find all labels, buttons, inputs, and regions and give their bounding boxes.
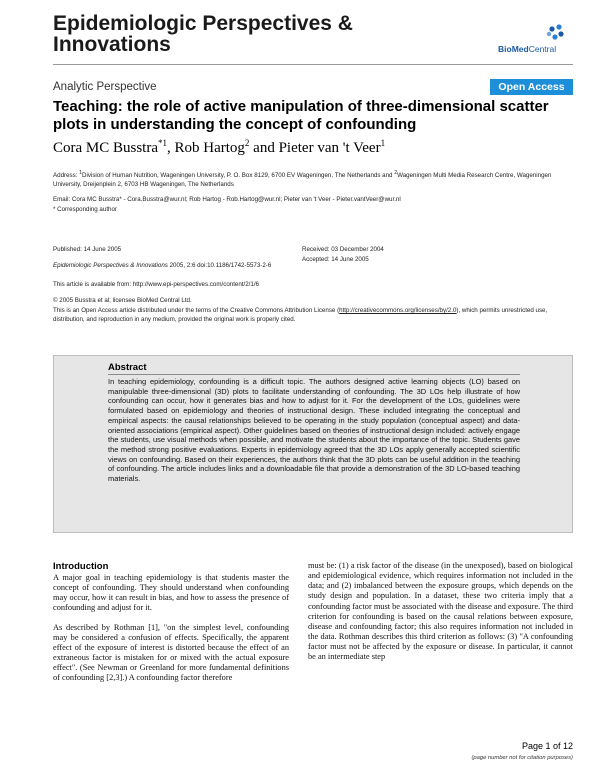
open-access-badge[interactable]: Open Access xyxy=(490,79,573,95)
abstract-heading: Abstract xyxy=(108,362,147,373)
abstract-divider xyxy=(108,374,520,375)
paragraph: As described by Rothman [1], "on the simplest level, confounding may be considered a confusion of effects. Specifically, the apparent effect of the exposure of interest is distorted because the effect of an extraneous factor is mistaken for or mixed with the actual exposure effect". (See Newman or Greenland for more fundamental definitions of confounding [2,3].) A confounding factor therefore xyxy=(53,622,289,683)
accepted-date: Accepted: 14 June 2005 xyxy=(302,256,369,263)
citation: Epidemiologic Perspectives & Innovations 2005, 2:6 doi:10.1186/1742-5573-2-6 xyxy=(53,262,272,269)
introduction-heading: Introduction xyxy=(53,561,109,572)
published-date: Published: 14 June 2005 xyxy=(53,246,122,253)
corresponding-note: * Corresponding author xyxy=(53,206,117,213)
availability: This article is available from: http://www.epi-perspectives.com/content/2/1/6 xyxy=(53,281,259,288)
header-divider xyxy=(53,64,573,65)
author-separator: , xyxy=(167,140,175,156)
page-number: Page 1 of 12 xyxy=(521,741,573,751)
author-affiliation: *1 xyxy=(158,138,167,148)
article-type: Analytic Perspective xyxy=(53,81,157,93)
article-url[interactable]: http://www.epi-perspectives.com/content/2/1/6 xyxy=(132,281,259,288)
author-name: Cora MC Busstra xyxy=(53,140,158,156)
paragraph: A major goal in teaching epidemiology is that students master the concept of confounding. They should understand when confounding may occur, how it can result in bias, and how to assess the presence of confounding and adjust for it. xyxy=(53,573,289,613)
journal-title: Epidemiologic Perspectives & Innovations xyxy=(53,12,353,56)
page-note: (page number not for citation purposes) xyxy=(471,755,573,761)
author-affiliation: 1 xyxy=(380,138,386,148)
license-statement: This is an Open Access article distributed under the terms of the Creative Commons Attribution License (http://creativecommons.org/licenses/by/2.0), which permits unrestricted use, distribution, and reproduction in any medium, provided the original work is properly cited. xyxy=(53,307,548,323)
publisher-name: BioMedCentral xyxy=(498,44,557,54)
received-date: Received: 03 December 2004 xyxy=(302,246,384,253)
author-affiliation: 2 xyxy=(244,138,250,148)
author-emails: Email: Cora MC Busstra* - Cora.Busstra@wur.nl; Rob Hartog - Rob.Hartog@wur.nl; Pieter van 't Veer - Pieter.vantVeer@wur.nl xyxy=(53,196,401,203)
body-column-right xyxy=(308,561,573,672)
paragraph: must be: (1) a risk factor of the disease (in the unexposed), based on biological and epidemiological evidence, which requires information not included in the data; and (2) imbalanced between the exposure groups, which depends on the study design and population. In a dataset, these two criteria imply that a confounding factor must be associated with the disease and exposure. The third criterion for confounding is based on the causal relations between exposure, disease and confounding factor; this also requires information not included in the data. Rothman describes this third criterion as follows: (3) "A confounding factor must not be affected by the exposure or disease. In particular, it cannot be an intermediate step xyxy=(308,561,573,662)
author-name: Pieter van 't Veer xyxy=(278,140,381,156)
author-list xyxy=(53,135,573,157)
article-title: Teaching: the role of active manipulation of three-dimensional scatter plots in understanding the concept of confounding xyxy=(53,98,549,133)
license-link[interactable]: http://creativecommons.org/licenses/by/2.0 xyxy=(339,307,457,314)
copyright: © 2005 Busstra et al; licensee BioMed Central Ltd. xyxy=(53,297,192,304)
author-separator: and xyxy=(249,140,279,156)
author-address: Address: $^1$Division of Human Nutrition, Wageningen University, P. O. Box 8129, 6700 EV Wageningen, The Netherlands and $^2$Wageningen Multi Media Research Centre, Wageningen University, Dreijenplein 2, 6703 HB Wageningen, The Netherlands xyxy=(53,170,552,188)
author-name: Rob Hartog xyxy=(174,140,245,156)
body-column-left xyxy=(53,573,289,693)
abstract-text: In teaching epidemiology, confounding is a difficult topic. The authors designed active learning objects (LO) based on manipulable three-dimensional (3D) plots to facilitate understanding of confounding. The 3D LOs help illustrate of how confounding can occur, how it generates bias and how to adjust for it. For the development of the LOs, guidelines were formulated based on epidemiology and theories of instructional design. These included integrating the conceptual and empirical aspects: the causal relationships believed to be operating in the study population (conceptual aspect) and data-oriented associations (empirical aspect). Other guidelines based on theories of instructional design included: actively engage the students, use visual methods when possible, and motivate the students about the importance of the topic. Students gave the method strong positive evaluations. Experts in epidemiology agreed that the 3D LOs apply generally accepted scientific views on confounding. Based on their experiences, the authors think that the 3D plots can be useful addition in the teaching of confounding. The article includes links and a downloadable file that provide a demonstration of the 3D LO-based teaching materials. xyxy=(108,377,520,484)
